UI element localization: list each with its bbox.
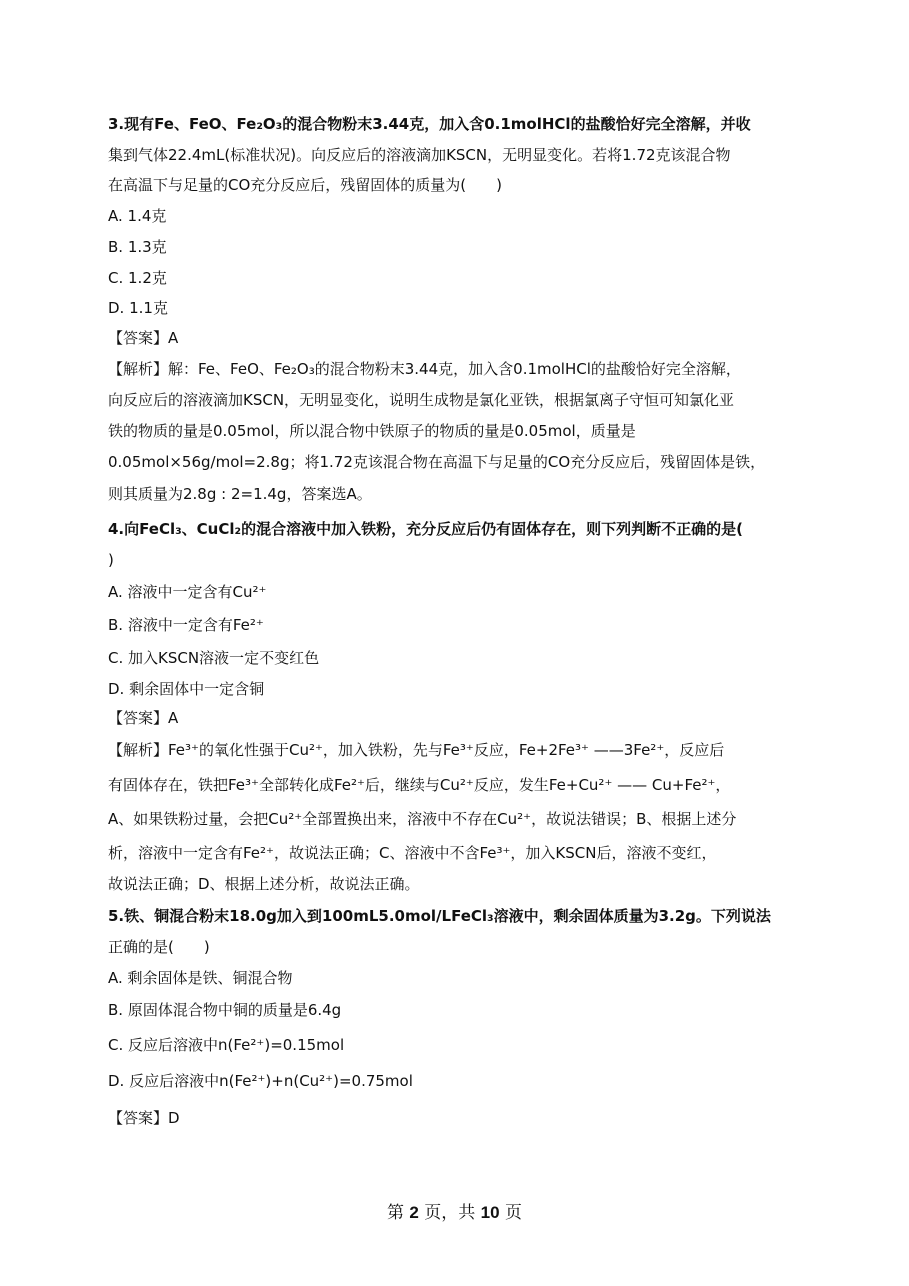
question-4-analysis-line-5: 故说法正确；D、根据上述分析，故说法正确。 xyxy=(108,875,420,893)
question-3-analysis-line-3: 铁的物质的量是0.05mol，所以混合物中铁原子的物质的量是0.05mol，质量是 xyxy=(108,422,636,440)
question-4-analysis-line-4: 析，溶液中一定含有Fe²⁺，故说法正确；C、溶液中不含Fe³⁺，加入KSCN后，溶液不变红， xyxy=(108,844,717,862)
question-5-option-d: D. 反应后溶液中n(Fe²⁺)+n(Cu²⁺)=0.75mol xyxy=(108,1072,413,1090)
question-5-stem-line-2: 正确的是( ) xyxy=(108,938,210,956)
question-4-option-b: B. 溶液中一定含有Fe²⁺ xyxy=(108,616,264,634)
question-4-stem-line-2: ) xyxy=(108,551,114,569)
question-3-analysis-line-1: 【解析】解：Fe、FeO、Fe₂O₃的混合物粉末3.44克，加入含0.1molHCl的盐酸恰好完全溶解， xyxy=(108,360,741,378)
question-3-analysis-line-4: 0.05mol×56g/mol=2.8g；将1.72克该混合物在高温下与足量的CO充分反应后，残留固体是铁， xyxy=(108,453,766,471)
question-3-option-a: A. 1.4克 xyxy=(108,207,167,225)
page-footer xyxy=(0,1198,909,1223)
question-4-option-c: C. 加入KSCN溶液一定不变红色 xyxy=(108,649,320,667)
question-4-option-d: D. 剩余固体中一定含铜 xyxy=(108,680,265,698)
question-5-option-b: B. 原固体混合物中铜的质量是6.4g xyxy=(108,1001,342,1019)
question-5-option-a: A. 剩余固体是铁、铜混合物 xyxy=(108,969,293,987)
question-3-stem-line-3: 在高温下与足量的CO充分反应后，残留固体的质量为( ) xyxy=(108,176,502,194)
question-5-answer: 【答案】D xyxy=(108,1109,180,1127)
question-3-answer: 【答案】A xyxy=(108,329,179,347)
footer-page-number: 2 xyxy=(409,1203,419,1222)
question-3-analysis-line-5: 则其质量为2.8g : 2=1.4g，答案选A。 xyxy=(108,485,372,503)
question-3-option-c: C. 1.2克 xyxy=(108,269,167,287)
footer-suffix: 页 xyxy=(505,1203,522,1223)
question-4-answer: 【答案】A xyxy=(108,709,179,727)
footer-total-pages: 10 xyxy=(480,1203,500,1222)
question-4-analysis-line-2: 有固体存在，铁把Fe³⁺全部转化成Fe²⁺后，继续与Cu²⁺反应，发生Fe+Cu²⁺ —— Cu+Fe²⁺， xyxy=(108,776,731,794)
question-3-stem-line-2: 集到气体22.4mL(标准状况)。向反应后的溶液滴加KSCN，无明显变化。若将1.72克该混合物 xyxy=(108,146,731,164)
question-4-analysis-line-3: A、如果铁粉过量，会把Cu²⁺全部置换出来，溶液中不存在Cu²⁺，故说法错误；B、根据上述分 xyxy=(108,810,737,828)
question-3-option-d: D. 1.1克 xyxy=(108,299,168,317)
question-4-analysis-line-1: 【解析】Fe³⁺的氧化性强于Cu²⁺，加入铁粉，先与Fe³⁺反应，Fe+2Fe³⁺ ——3Fe²⁺，反应后 xyxy=(108,741,725,759)
question-5-stem-line-1: 5.铁、铜混合粉末18.0g加入到100mL5.0mol/LFeCl₃溶液中，剩余固体质量为3.2g。下列说法 xyxy=(108,907,771,925)
question-4-stem-line-1: 4.向FeCl₃、CuCl₂的混合溶液中加入铁粉，充分反应后仍有固体存在，则下列判断不正确的是( xyxy=(108,520,743,538)
question-3-option-b: B. 1.3克 xyxy=(108,238,167,256)
question-4-option-a: A. 溶液中一定含有Cu²⁺ xyxy=(108,583,267,601)
question-3-stem-line-1: 3.现有Fe、FeO、Fe₂O₃的混合物粉末3.44克，加入含0.1molHCl的盐酸恰好完全溶解，并收 xyxy=(108,115,751,133)
question-3-analysis-line-2: 向反应后的溶液滴加KSCN，无明显变化，说明生成物是氯化亚铁，根据氯离子守恒可知氯化亚 xyxy=(108,391,735,409)
question-5-option-c: C. 反应后溶液中n(Fe²⁺)=0.15mol xyxy=(108,1036,345,1054)
footer-prefix: 第 xyxy=(386,1203,404,1223)
footer-middle: 页，共 xyxy=(424,1203,476,1223)
